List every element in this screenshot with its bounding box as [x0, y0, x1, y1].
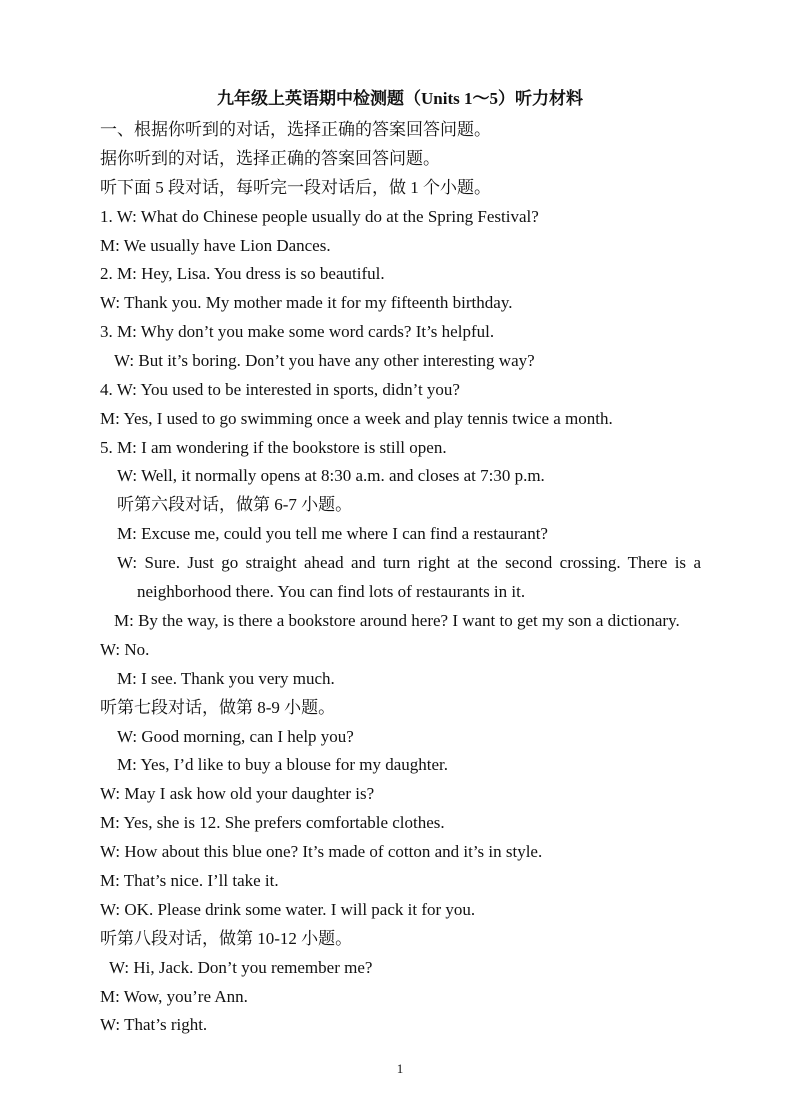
- dialogue-line: 2. M: Hey, Lisa. You dress is so beautiful.: [100, 264, 385, 283]
- dialogue-line: W: Good morning, can I help you?: [117, 727, 354, 746]
- dialogue-line: M: That’s nice. I’ll take it.: [100, 871, 279, 890]
- dialogue-line: M: I see. Thank you very much.: [117, 669, 335, 688]
- dialogue-line: W: Thank you. My mother made it for my fifteenth birthday.: [100, 293, 513, 312]
- dialogue-line: 4. W: You used to be interested in sports, didn’t you?: [100, 380, 460, 399]
- dialogue-line: M: Yes, I’d like to buy a blouse for my daughter.: [117, 755, 448, 774]
- dialogue-line: W: Sure. Just go straight ahead and turn right at the second crossing. There is a: [117, 553, 701, 572]
- dialogue-line: 3. M: Why don’t you make some word cards? It’s helpful.: [100, 322, 495, 341]
- document-title: 九年级上英语期中检测题（Units 1～5）听力材料: [217, 89, 583, 108]
- dialogue-line: W: OK. Please drink some water. I will pack it for you.: [100, 900, 476, 919]
- dialogue-line: W: Well, it normally opens at 8:30 a.m. and closes at 7:30 p.m.: [117, 466, 545, 485]
- instruction-line: 听下面 5 段对话，每听完一段对话后，做 1 个小题。: [100, 178, 491, 197]
- dialogue-line: 5. M: I am wondering if the bookstore is still open.: [100, 438, 447, 457]
- dialogue-line: W: No.: [100, 640, 150, 659]
- instruction-line: 听第六段对话，做第 6-7 小题。: [117, 495, 353, 514]
- dialogue-line: M: Yes, she is 12. She prefers comfortable clothes.: [100, 813, 445, 832]
- dialogue-line: 1. W: What do Chinese people usually do at the Spring Festival?: [100, 207, 539, 226]
- dialogue-line: W: But it’s boring. Don’t you have any other interesting way?: [114, 351, 535, 370]
- dialogue-line: W: How about this blue one? It’s made of cotton and it’s in style.: [100, 842, 543, 861]
- dialogue-line: M: We usually have Lion Dances.: [100, 236, 331, 255]
- dialogue-line: M: Wow, you’re Ann.: [100, 987, 248, 1006]
- dialogue-line: M: Excuse me, could you tell me where I can find a restaurant?: [117, 524, 548, 543]
- instruction-line: 听第七段对话，做第 8-9 小题。: [100, 698, 336, 717]
- dialogue-line: M: By the way, is there a bookstore around here? I want to get my son a dictionary.: [114, 611, 680, 630]
- dialogue-line: W: May I ask how old your daughter is?: [100, 784, 375, 803]
- dialogue-line: M: Yes, I used to go swimming once a week and play tennis twice a month.: [100, 409, 613, 428]
- section-heading: 一、根据你听到的对话，选择正确的答案回答问题。: [100, 120, 491, 139]
- dialogue-line: W: Hi, Jack. Don’t you remember me?: [109, 958, 373, 977]
- page-number: 1: [396, 1061, 404, 1076]
- dialogue-line: W: That’s right.: [100, 1015, 208, 1034]
- instruction-line: 据你听到的对话，选择正确的答案回答问题。: [100, 149, 440, 168]
- instruction-line: 听第八段对话，做第 10-12 小题。: [100, 929, 353, 948]
- dialogue-line-continuation: neighborhood there. You can find lots of restaurants in it.: [137, 582, 526, 601]
